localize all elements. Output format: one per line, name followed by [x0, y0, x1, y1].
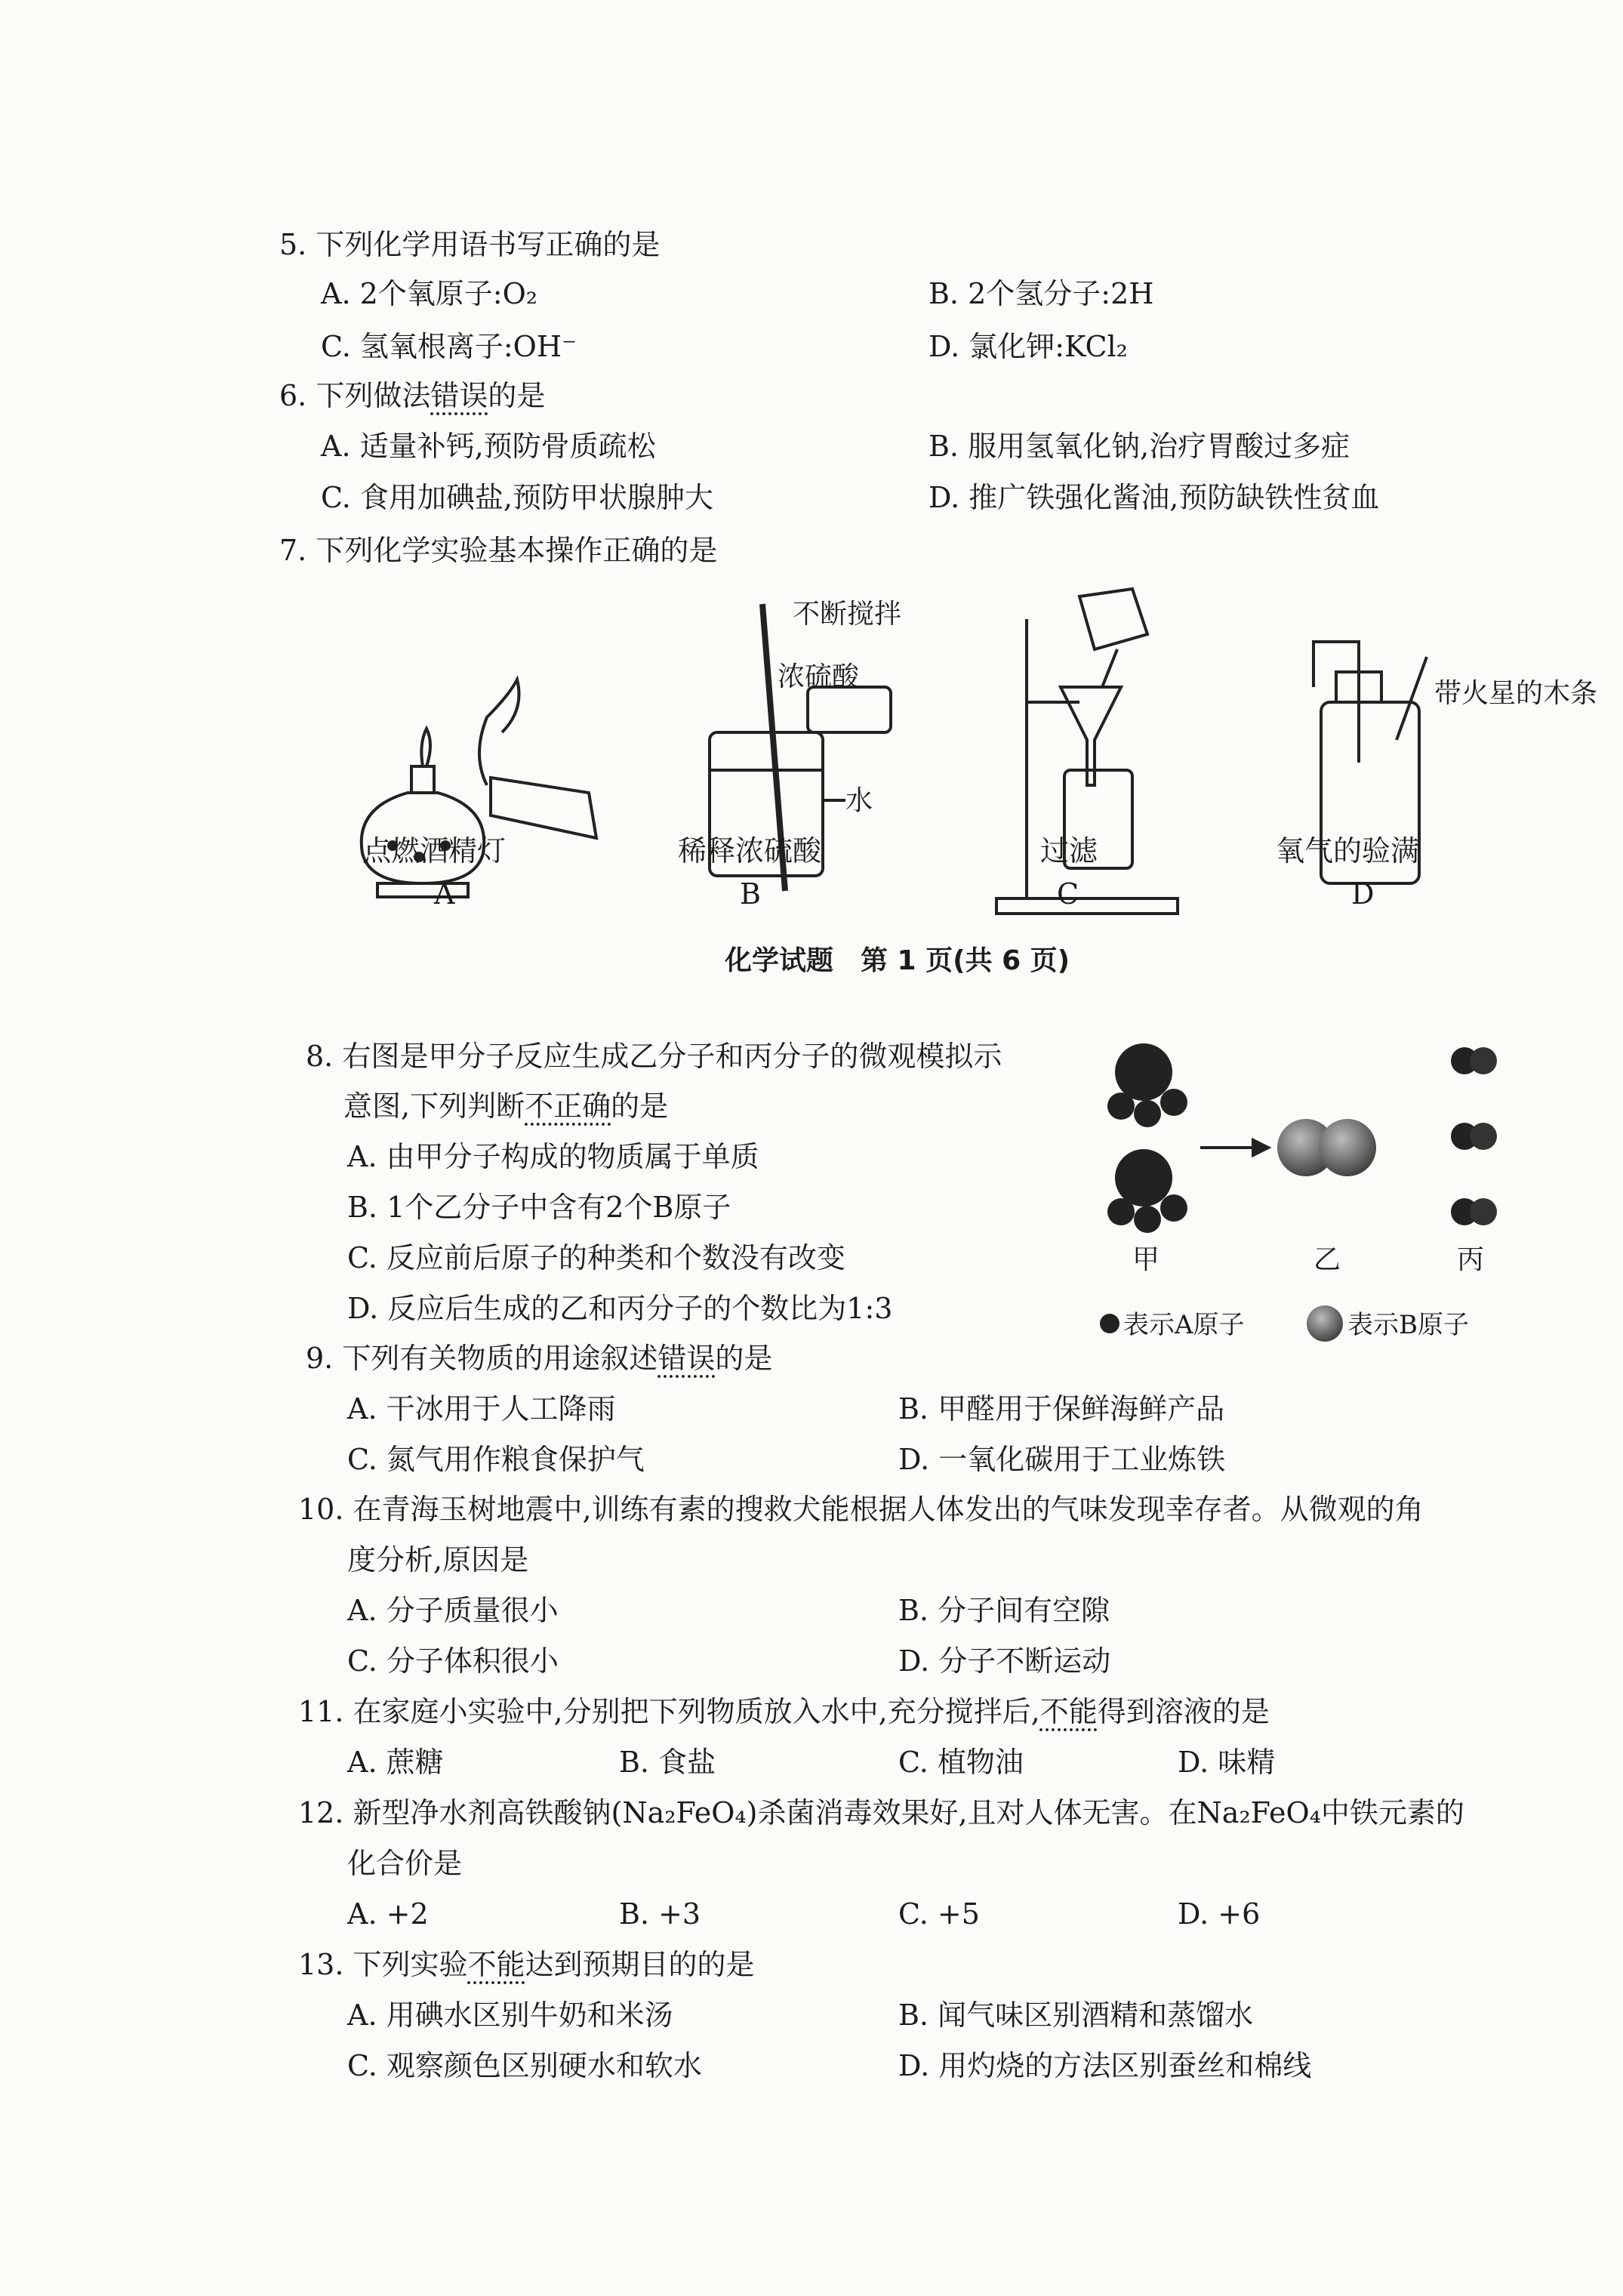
question-5-option-c[interactable]: C. 氢氧根离子:OH⁻	[321, 330, 577, 363]
question-13-stem-emphasis: 不能	[467, 1948, 525, 1981]
question-6-option-a[interactable]: A. 适量补钙,预防骨质疏松	[321, 430, 656, 463]
molecule-jia-2	[1107, 1149, 1187, 1233]
question-10-stem-line1: 10. 在青海玉树地震中,训练有素的搜救犬能根据人体发出的气味发现幸存者。从微观的角	[298, 1493, 1424, 1526]
legend-b-atom-icon	[1307, 1305, 1343, 1342]
question-8-option-a[interactable]: A. 由甲分子构成的物质属于单质	[347, 1140, 759, 1173]
question-5-option-a[interactable]: A. 2个氧原子:O₂	[321, 277, 537, 310]
reaction-arrow	[1200, 1140, 1268, 1155]
question-13-option-b[interactable]: B. 闻气味区别酒精和蒸馏水	[898, 1999, 1254, 2032]
question-9-option-c[interactable]: C. 氮气用作粮食保护气	[347, 1443, 645, 1476]
caption-a-letter: A	[434, 877, 455, 911]
legend-a-atom-icon	[1100, 1314, 1119, 1333]
label-concentrated-acid: 浓硫酸	[778, 661, 860, 692]
label-jia: 甲	[1132, 1244, 1160, 1275]
question-9-option-b[interactable]: B. 甲醛用于保鲜海鲜产品	[898, 1392, 1225, 1425]
label-yi: 乙	[1313, 1244, 1341, 1275]
question-9-stem	[306, 1344, 772, 1373]
question-8-stem-emphasis: 不正确	[525, 1089, 611, 1123]
molecule-jia-1	[1107, 1043, 1187, 1127]
question-11-stem	[298, 1697, 1270, 1726]
question-5-option-d[interactable]: D. 氯化钾:KCl₂	[929, 330, 1128, 363]
question-9-stem-post: 的是	[715, 1342, 773, 1375]
molecules-bing	[1451, 1047, 1497, 1225]
question-12-option-c[interactable]: C. +5	[898, 1897, 980, 1931]
legend-a-text: 表示A原子	[1123, 1310, 1245, 1340]
question-9-stem-pre: 9. 下列有关物质的用途叙述	[306, 1342, 658, 1375]
question-8-stem-pre: 意图,下列判断	[343, 1089, 525, 1123]
question-12-stem-line2: 化合价是	[347, 1847, 463, 1880]
question-7-lab-figures	[317, 574, 1600, 966]
question-8-option-b[interactable]: B. 1个乙分子中含有2个B原子	[347, 1191, 731, 1224]
question-12-option-b[interactable]: B. +3	[619, 1897, 701, 1931]
question-5-option-b[interactable]: B. 2个氢分子:2H	[929, 277, 1154, 310]
label-water: 水	[845, 785, 873, 816]
caption-a: 点燃酒精灯	[362, 834, 507, 868]
question-13-option-a[interactable]: A. 用碘水区别牛奶和米汤	[347, 1999, 673, 2032]
question-10-option-b[interactable]: B. 分子间有空隙	[898, 1594, 1110, 1627]
question-13-stem-pre: 13. 下列实验	[298, 1948, 468, 1981]
question-6-stem	[279, 381, 545, 410]
question-6-option-b[interactable]: B. 服用氢氧化钠,治疗胃酸过多症	[929, 430, 1350, 463]
legend-b-text: 表示B原子	[1347, 1310, 1469, 1340]
label-bing: 丙	[1457, 1244, 1485, 1275]
question-6-stem-post: 的是	[488, 379, 546, 412]
question-11-option-b[interactable]: B. 食盐	[619, 1746, 716, 1779]
question-6-stem-emphasis: 错误	[430, 379, 488, 412]
caption-d-letter: D	[1351, 877, 1375, 911]
question-12-option-a[interactable]: A. +2	[347, 1897, 429, 1931]
question-11-option-a[interactable]: A. 蔗糖	[347, 1746, 444, 1779]
label-stir: 不断搅拌	[793, 599, 902, 630]
question-6-option-d[interactable]: D. 推广铁强化酱油,预防缺铁性贫血	[929, 481, 1380, 514]
question-10-option-d[interactable]: D. 分子不断运动	[898, 1644, 1111, 1678]
question-11-stem-pre: 11. 在家庭小实验中,分别把下列物质放入水中,充分搅拌后,	[298, 1695, 1040, 1728]
question-12-option-d[interactable]: D. +6	[1178, 1897, 1261, 1931]
question-9-option-a[interactable]: A. 干冰用于人工降雨	[347, 1392, 616, 1425]
question-11-option-c[interactable]: C. 植物油	[898, 1746, 1024, 1779]
label-glowing-stick: 带火星的木条	[1434, 678, 1598, 709]
question-13-stem	[298, 1950, 755, 1979]
caption-d: 氧气的验满	[1276, 834, 1420, 868]
question-9-stem-emphasis: 错误	[658, 1342, 716, 1375]
page-footer: 化学试题 第 1 页(共 6 页)	[725, 945, 1070, 976]
question-8-stem-post: 的是	[611, 1089, 669, 1123]
question-8-option-d[interactable]: D. 反应后生成的乙和丙分子的个数比为1:3	[347, 1292, 893, 1325]
question-6-stem-pre: 6. 下列做法	[279, 379, 431, 412]
question-8-option-c[interactable]: C. 反应前后原子的种类和个数没有改变	[347, 1241, 845, 1274]
question-10-stem-line2: 度分析,原因是	[347, 1543, 529, 1576]
question-10-option-c[interactable]: C. 分子体积很小	[347, 1644, 559, 1678]
question-8-stem-line1: 8. 右图是甲分子反应生成乙分子和丙分子的微观模拟示	[306, 1040, 1002, 1073]
caption-c: 过滤	[1040, 834, 1098, 868]
question-11-stem-post: 得到溶液的是	[1097, 1695, 1270, 1728]
question-11-option-d[interactable]: D. 味精	[1178, 1746, 1276, 1779]
caption-b-letter: B	[740, 877, 761, 911]
question-6-option-c[interactable]: C. 食用加碘盐,预防甲状腺肿大	[321, 481, 713, 514]
question-13-option-c[interactable]: C. 观察颜色区别硬水和软水	[347, 2049, 702, 2082]
caption-b: 稀释浓硫酸	[678, 834, 822, 868]
question-8-molecule-diagram	[1087, 1027, 1510, 1344]
question-5-stem: 5. 下列化学用语书写正确的是	[279, 228, 661, 261]
question-11-stem-emphasis: 不能	[1039, 1695, 1098, 1728]
molecule-yi	[1277, 1119, 1376, 1176]
question-7-stem: 7. 下列化学实验基本操作正确的是	[279, 534, 718, 567]
question-9-option-d[interactable]: D. 一氧化碳用于工业炼铁	[898, 1443, 1226, 1476]
question-8-stem-line2	[343, 1089, 669, 1123]
question-12-stem-line1: 12. 新型净水剂高铁酸钠(Na₂FeO₄)杀菌消毒效果好,且对人体无害。在Na₂FeO₄中铁元素的	[298, 1796, 1464, 1829]
question-10-option-a[interactable]: A. 分子质量很小	[347, 1594, 559, 1627]
question-13-stem-post: 达到预期目的的是	[525, 1948, 755, 1981]
caption-c-letter: C	[1057, 877, 1079, 911]
question-13-option-d[interactable]: D. 用灼烧的方法区别蚕丝和棉线	[898, 2049, 1312, 2082]
